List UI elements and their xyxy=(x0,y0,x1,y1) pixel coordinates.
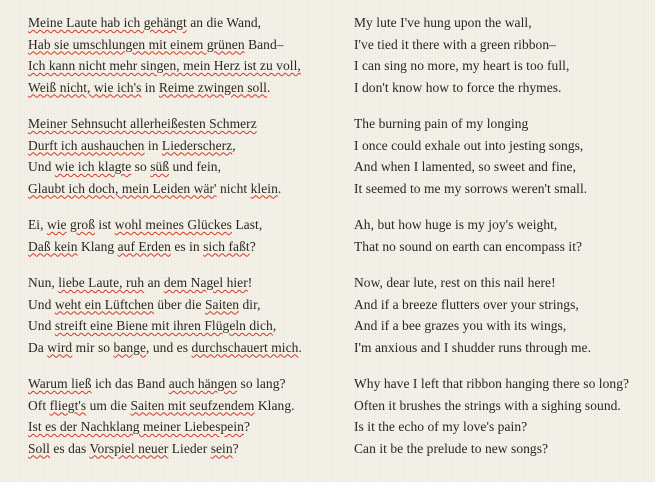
line-text: Klang. xyxy=(254,397,295,413)
spellcheck-flagged-text: klein xyxy=(250,180,278,196)
line-text: an die Wand, xyxy=(186,15,262,30)
german-line xyxy=(28,395,338,417)
german-line xyxy=(28,214,338,236)
spellcheck-flagged-text: Ist es der Nachklang meiner Liebespein xyxy=(28,419,244,434)
german-line xyxy=(28,77,338,99)
spellcheck-flagged-text: wird xyxy=(47,339,73,355)
spellcheck-flagged-text: Meiner Sehnsucht allerheißesten Schmerz xyxy=(28,116,257,131)
line-text: in xyxy=(144,137,162,153)
german-line xyxy=(28,34,338,56)
line-text: Lieder xyxy=(168,440,211,456)
spellcheck-flagged-text: weht ein Lüftchen xyxy=(54,296,154,312)
line-text: Ei, xyxy=(28,217,47,232)
german-line xyxy=(28,272,338,294)
german-line xyxy=(28,12,338,34)
line-text: Oft xyxy=(28,397,50,413)
english-line: The burning pain of my longing xyxy=(354,116,529,131)
spellcheck-flagged-text: sich faßt xyxy=(203,238,250,254)
english-translation-column xyxy=(354,12,649,459)
english-line: Can it be the prelude to new songs? xyxy=(354,440,549,456)
spellcheck-flagged-text: Durft ich aushauchen xyxy=(28,137,145,153)
spellcheck-flagged-text: wohl meines Glückes xyxy=(114,217,232,232)
spellcheck-flagged-text: Daß kein xyxy=(28,238,78,254)
line-text: Und xyxy=(28,159,55,174)
english-line: Now, dear lute, rest on this nail here! xyxy=(354,275,556,290)
spellcheck-flagged-text: Weiß nicht, wie ich's xyxy=(28,79,142,95)
spellcheck-flagged-text: Warum ließ xyxy=(28,376,92,391)
german-stanza xyxy=(28,113,338,199)
line-text: nicht xyxy=(216,180,251,196)
german-poem-column xyxy=(28,12,338,459)
line-text: , und es xyxy=(146,339,192,355)
english-line: Why have I left that ribbon hanging there so long? xyxy=(354,376,630,391)
spellcheck-flagged-text: Vorspiel neuer xyxy=(89,440,169,456)
english-line: I once could exhale out into jesting songs, xyxy=(354,137,584,153)
line-text: es das xyxy=(49,440,90,456)
line-text: so xyxy=(131,159,151,174)
line-text: Und xyxy=(28,296,55,312)
line-text: , xyxy=(272,318,277,333)
spellcheck-flagged-text: Meine Laute hab ich gehängt xyxy=(28,15,187,30)
german-line xyxy=(28,294,338,316)
spellcheck-flagged-text: Saiten mit seufzendem xyxy=(130,397,255,413)
line-text: und fein, xyxy=(169,159,221,174)
spellcheck-flagged-text: auf Erden xyxy=(117,238,171,254)
line-text: Nun, xyxy=(28,275,59,290)
spellcheck-flagged-text: Saiten xyxy=(205,296,240,312)
line-text: ich das Band xyxy=(91,376,169,391)
spellcheck-flagged-text: Hab sie umschlungen mit einem grünen xyxy=(28,36,245,52)
german-line xyxy=(28,315,338,337)
german-line xyxy=(28,113,338,135)
line-text: Und xyxy=(28,318,55,333)
english-line: I don't know how to force the rhymes. xyxy=(354,79,562,95)
line-text: ! xyxy=(247,275,253,290)
german-line xyxy=(28,416,338,438)
line-text: ist xyxy=(95,217,115,232)
spellcheck-flagged-text: dem Nagel hier xyxy=(163,275,248,290)
line-text: um die xyxy=(86,397,131,413)
line-text: Band– xyxy=(244,36,284,52)
english-line: And if a bee grazes you with its wings, xyxy=(354,318,567,333)
spellcheck-flagged-text: Glaubt ich doch, mein Leiden wär' xyxy=(28,180,217,196)
english-line: I can sing no more, my heart is too full, xyxy=(354,58,570,73)
line-text: es in xyxy=(170,238,204,254)
line-text: Last, xyxy=(231,217,263,232)
line-text: so lang? xyxy=(237,376,286,391)
spellcheck-flagged-text: auch hängen xyxy=(168,376,238,391)
spellcheck-flagged-text: liebe Laute, ruh xyxy=(58,275,145,290)
spellcheck-flagged-text: Reime zwingen soll xyxy=(158,79,267,95)
line-text: dir, xyxy=(239,296,261,312)
line-text: Klang xyxy=(77,238,118,254)
german-line xyxy=(28,135,338,157)
line-text: . xyxy=(298,339,302,355)
line-text: ? xyxy=(249,238,256,254)
spellcheck-flagged-text: sein xyxy=(210,440,233,456)
german-line xyxy=(28,156,338,178)
german-line xyxy=(28,55,338,77)
spellcheck-flagged-text: süß xyxy=(150,159,170,174)
spellcheck-flagged-text: bange xyxy=(113,339,146,355)
english-stanza xyxy=(354,12,649,98)
german-line xyxy=(28,236,338,258)
spellcheck-flagged-text: wie xyxy=(46,217,67,232)
spellcheck-flagged-text: Liederscherz xyxy=(161,137,233,153)
line-text: über die xyxy=(153,296,205,312)
line-text: mir so xyxy=(72,339,114,355)
line-text: an xyxy=(144,275,164,290)
line-text: . xyxy=(266,79,271,95)
german-stanza xyxy=(28,373,338,459)
spellcheck-flagged-text: wie ich klagte xyxy=(54,159,132,174)
german-line xyxy=(28,337,338,359)
english-line: It seemed to me my sorrows weren't small. xyxy=(354,180,588,196)
english-stanza xyxy=(354,373,649,459)
english-line: Ah, but how huge is my joy's weight, xyxy=(354,217,558,232)
english-line: I'm anxious and I shudder runs through me. xyxy=(354,339,591,355)
german-stanza xyxy=(28,214,338,257)
spellcheck-flagged-text: streift eine Biene mit ihren Flügeln dich xyxy=(54,318,273,333)
line-text: ? xyxy=(243,419,250,434)
line-text: , xyxy=(232,137,236,153)
spellcheck-flagged-text: durchschauert mich xyxy=(191,339,299,355)
line-text: ? xyxy=(232,440,239,456)
german-stanza xyxy=(28,12,338,98)
line-text: in xyxy=(141,79,159,95)
german-line xyxy=(28,178,338,200)
spellcheck-flagged-text: Soll xyxy=(28,440,50,456)
line-text: Da xyxy=(28,339,48,355)
english-line: That no sound on earth can encompass it? xyxy=(354,238,583,254)
german-stanza xyxy=(28,272,338,358)
spellcheck-flagged-text: fliegt's xyxy=(49,397,87,413)
german-line xyxy=(28,373,338,395)
english-line: I've tied it there with a green ribbon– xyxy=(354,36,556,52)
english-stanza xyxy=(354,272,649,358)
english-stanza xyxy=(354,113,649,199)
german-line xyxy=(28,438,338,460)
spellcheck-flagged-text: groß xyxy=(70,217,95,232)
english-line: And when I lamented, so sweet and fine, xyxy=(354,159,577,174)
spellcheck-flagged-text: Ich kann nicht mehr singen, mein Herz ist zu voll, xyxy=(28,58,301,73)
english-line: And if a breeze flutters over your strings, xyxy=(354,296,579,312)
english-line: My lute I've hung upon the wall, xyxy=(354,15,532,30)
english-line: Often it brushes the strings with a sighing sound. xyxy=(354,397,621,413)
english-stanza xyxy=(354,214,649,257)
english-line: Is it the echo of my love's pain? xyxy=(354,419,528,434)
line-text: . xyxy=(277,180,282,196)
